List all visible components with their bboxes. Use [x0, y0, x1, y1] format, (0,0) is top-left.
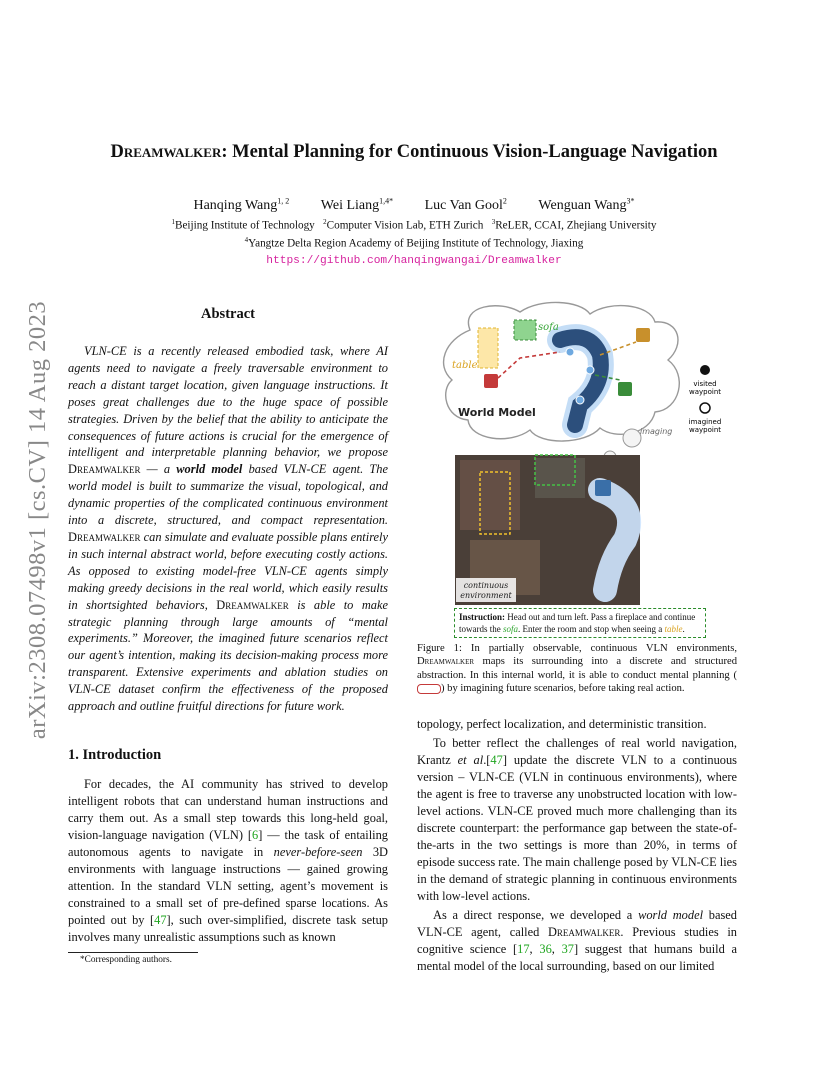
legend-imagined: imagined [688, 418, 722, 426]
world-model-label: World Model [458, 406, 536, 419]
affiliations-line-2: $^4$Yangtze Delta Region Academy of Beijing Institute of Technology, Jiaxing [244, 236, 584, 250]
visited-waypoint-icon [700, 365, 710, 375]
intro-heading: 1. Introduction [68, 747, 162, 763]
continuous-env-label: continuous [463, 581, 509, 590]
author-list [60, 196, 768, 214]
author: Hanqing Wang$^{1, 2}$ [193, 196, 290, 213]
right-column-text [417, 716, 737, 975]
instruction-box: Instruction: Head out and turn left. Pass a fireplace and continue towards the sofa. Enter the room and stop when seeing a table. [454, 608, 706, 638]
robot-icon [636, 328, 650, 342]
paragraph: topology, perfect localization, and deterministic transition. [417, 717, 707, 731]
title-brand: Dreamwalker [110, 142, 222, 162]
author: Wenguan Wang$^{3*}$ [538, 196, 635, 213]
github-link[interactable]: https://github.com/hanqingwangai/Dreamwalker [266, 255, 562, 267]
paragraph: As a direct response, we developed a world model based VLN-CE agent, called Dreamwalker. Previous studies in cognitive science [17, 36, 37] suggest that humans build a mental model of the local surrounding, based on our limited [417, 908, 738, 973]
imaging-label: imaging [640, 427, 673, 436]
abstract-text: VLN-CE is a recently released embodied task, where AI agents need to navigate a freely traversable environment to reach a distant target location, given language instructions. It poses great challenges due to the huge space of possible strategies. Driven by the belief that the ability to anticipate the consequences of future actions is crucial for the emergence of intelligent and interpretable planning behavior, we propose Dreamwalker — a world model based VLN-CE agent. The world model is built to summarize the visual, topological, and dynamic properties of the complicated continuous environment into a discrete, structured, and compact representation. Dreamwalker can simulate and evaluate possible plans entirely in such internal abstract world, before executing costly actions. As opposed to existing model-free VLN-CE agents simply making greedy decisions in the real world, which easily results in shortsighted behaviors, Dreamwalker is able to make strategic planning through large amounts of “mental experiments.” Moreover, the imagined future scenarios reflect our agent’s intention, making its decision-making process more transparent. Extensive experiments and ablation studies on VLN-CE dataset confirm the effectiveness of the proposed approach and outline fruitful directions for future work. [68, 344, 388, 714]
mini-planning-icon [417, 684, 441, 694]
paper-title [60, 142, 768, 163]
svg-text:waypoint: waypoint [688, 426, 722, 434]
sofa-marker [514, 320, 536, 340]
figure-1 [440, 300, 740, 640]
imagined-waypoint-icon [700, 403, 710, 413]
thought-cloud [444, 302, 680, 441]
robot-icon [618, 382, 632, 396]
arxiv-id: arXiv:2308.07498v1 [cs.CV] 14 Aug 2023 [24, 300, 51, 740]
figure-caption: Figure 1: In partially observable, continuous VLN environments, Dreamwalker maps its surrounding into a discrete and structured abstraction. In this internal world, it is able to conduct mental planning () by imagining future scenarios, before taking real action. [417, 643, 737, 695]
agent-robot-icon [595, 480, 611, 496]
abstract-heading: Abstract [201, 306, 255, 322]
citation-link[interactable]: 47 [154, 913, 167, 927]
sofa-label: sofa [538, 322, 559, 333]
author: Luc Van Gool$^2$ [424, 196, 507, 213]
paragraph: To better reflect the challenges of real world navigation, Krantz et al.[47] update the discrete VLN to a continuous version – VLN-CE (VLN in continuous environments), where the agent is free to traverse any unobstructed location with low-level actions. VLN-CE proved much more challenging than its discrete counterpart: the performance gap between the state-of-the-arts in the two settings is more than 20%, in terms of episode success rate. The main challenge posed by VLN-CE lies in the demand of strategic planning in continuous environments with low-level actions. [417, 736, 737, 903]
citation-link[interactable]: 17 [517, 942, 530, 956]
svg-text:waypoint: waypoint [688, 388, 722, 396]
thought-bubble [623, 429, 641, 447]
author: Wei Liang$^{1,4*}$ [320, 196, 394, 213]
title-rest: : Mental Planning for Continuous Vision-Language Navigation [221, 142, 718, 162]
svg-text:environment: environment [460, 591, 512, 600]
citation-link[interactable]: 36 [539, 942, 552, 956]
citation-link[interactable]: 47 [490, 753, 503, 767]
table-marker [478, 328, 498, 368]
intro-text: For decades, the AI community has strived to develop intelligent robots that can understand human instructions and carry them out. As a small step towards this long-held goal, vision-language navigation (VLN) [6] — the task of entailing autonomous agents to navigate in never-before-seen 3D environments with language instructions — gained growing attention. In the standard VLN setting, agent’s movement is constrained to a small set of pre-defined sparse locations. As pointed out by [47], such over-simplified, discrete task setup involves many unrealistic assumptions such as known [68, 777, 388, 944]
citation-link[interactable]: 6 [252, 828, 259, 842]
footnote-rule [68, 952, 198, 953]
citation-link[interactable]: 37 [561, 942, 574, 956]
footnote: *Corresponding authors. [80, 955, 172, 965]
arxiv-sidebar [18, 280, 58, 760]
legend-visited: visited [693, 380, 717, 388]
robot-icon [484, 374, 498, 388]
affiliations-line-1: $^1$Beijing Institute of Technology $^2$Computer Vision Lab, ETH Zurich $^3$ReLER, CCAI, Zhejiang University [171, 218, 657, 232]
table-label: table [452, 360, 478, 371]
